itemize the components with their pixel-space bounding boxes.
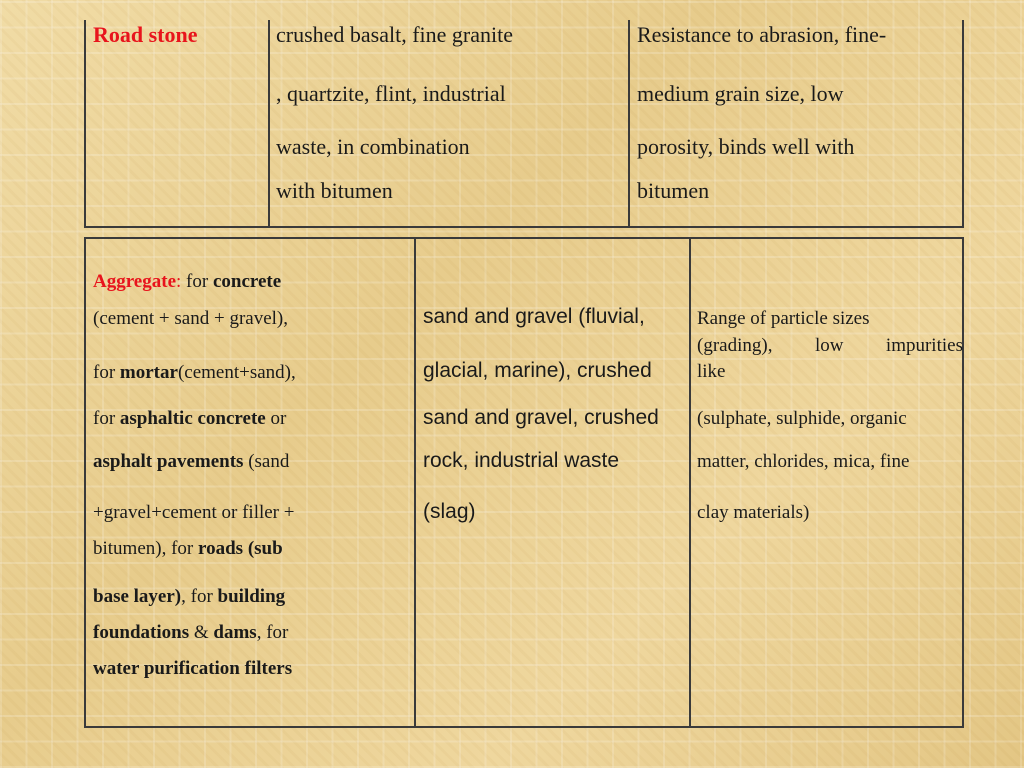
table2-border-right <box>962 237 964 727</box>
requirements-line6: clay materials) <box>697 502 810 523</box>
table2-border-col2 <box>414 237 416 727</box>
requirements-line5: matter, chlorides, mica, fine <box>697 451 910 472</box>
uses-line8-mid: , for <box>181 586 218 607</box>
uses-line3 <box>93 362 296 384</box>
table1-properties-line1: Resistance to abrasion, fine- <box>637 22 887 47</box>
dams-label: dams <box>213 622 257 643</box>
uses-line9-amp: & <box>189 622 214 643</box>
uses-line5-post: (sand <box>243 451 290 472</box>
table1-properties-line4: bitumen <box>637 178 710 203</box>
table2-border-left <box>84 237 86 727</box>
requirements-line2 <box>697 335 963 357</box>
requirements-line2-word1: (grading), <box>697 335 773 356</box>
table1-border-left <box>84 20 86 228</box>
uses-line8 <box>93 586 285 608</box>
table1-properties-line2: medium grain size, low <box>637 81 844 106</box>
uses-line9-post: , for <box>256 622 289 643</box>
uses-line4-pre: for <box>93 408 120 429</box>
sources-line1: sand and gravel (fluvial, <box>423 305 645 328</box>
building-label: building <box>217 586 286 607</box>
sources-line2: glacial, marine), crushed <box>423 359 652 382</box>
mortar-label: mortar <box>119 362 178 383</box>
requirements-line2-word2: low <box>814 335 844 356</box>
uses-line4-post: or <box>265 408 287 429</box>
table1-border-col3 <box>628 20 630 228</box>
water-purification-label: water purification filters <box>93 658 293 679</box>
asphalt-pavements-label: asphalt pavements <box>93 451 244 472</box>
uses-line2: (cement + sand + gravel), <box>93 308 288 329</box>
table2-border-bottom <box>84 726 964 728</box>
table1-border-right <box>962 20 964 228</box>
uses-line3-pre: for <box>93 362 120 383</box>
requirements-line1: Range of particle sizes <box>697 308 870 329</box>
table1-materials-line4: with bitumen <box>276 178 393 203</box>
sources-line4: rock, industrial waste <box>423 449 620 472</box>
uses-line7-pre: bitumen), for <box>93 538 199 559</box>
roads-label: roads (sub <box>198 538 283 559</box>
table1-border-bottom <box>84 226 964 228</box>
table1-properties-line3: porosity, binds well with <box>637 134 855 159</box>
uses-line5 <box>93 451 289 473</box>
road-stone-label: Road stone <box>93 22 198 47</box>
table1-materials-line1: crushed basalt, fine granite <box>276 22 514 47</box>
uses-line9 <box>93 622 288 644</box>
base-layer-label: base layer) <box>93 586 182 607</box>
requirements-line3: like <box>697 361 726 382</box>
table2-border-col3 <box>689 237 691 727</box>
aggregate-colon: : <box>176 271 182 292</box>
requirements-line4: (sulphate, sulphide, organic <box>697 408 907 429</box>
foundations-label: foundations <box>93 622 190 643</box>
uses-line4 <box>93 408 286 430</box>
table2-border-top <box>84 237 964 239</box>
table1-materials-line3: waste, in combination <box>276 134 470 159</box>
sources-line3: sand and gravel, crushed <box>423 406 659 429</box>
aggregate-label: Aggregate <box>93 271 177 292</box>
sources-line5: (slag) <box>423 500 476 523</box>
aggregate-for: for <box>181 271 213 292</box>
uses-line7 <box>93 538 283 560</box>
requirements-line2-word3: impurities <box>885 335 963 356</box>
table1-materials-line2: , quartzite, flint, industrial <box>276 81 506 106</box>
concrete-label: concrete <box>212 271 282 292</box>
uses-line6: +gravel+cement or filler + <box>93 502 295 523</box>
asphaltic-concrete-label: asphaltic concrete <box>119 408 266 429</box>
uses-line3-post: (cement+sand), <box>177 362 296 383</box>
aggregate-heading <box>93 271 281 293</box>
table1-border-col2 <box>268 20 270 228</box>
